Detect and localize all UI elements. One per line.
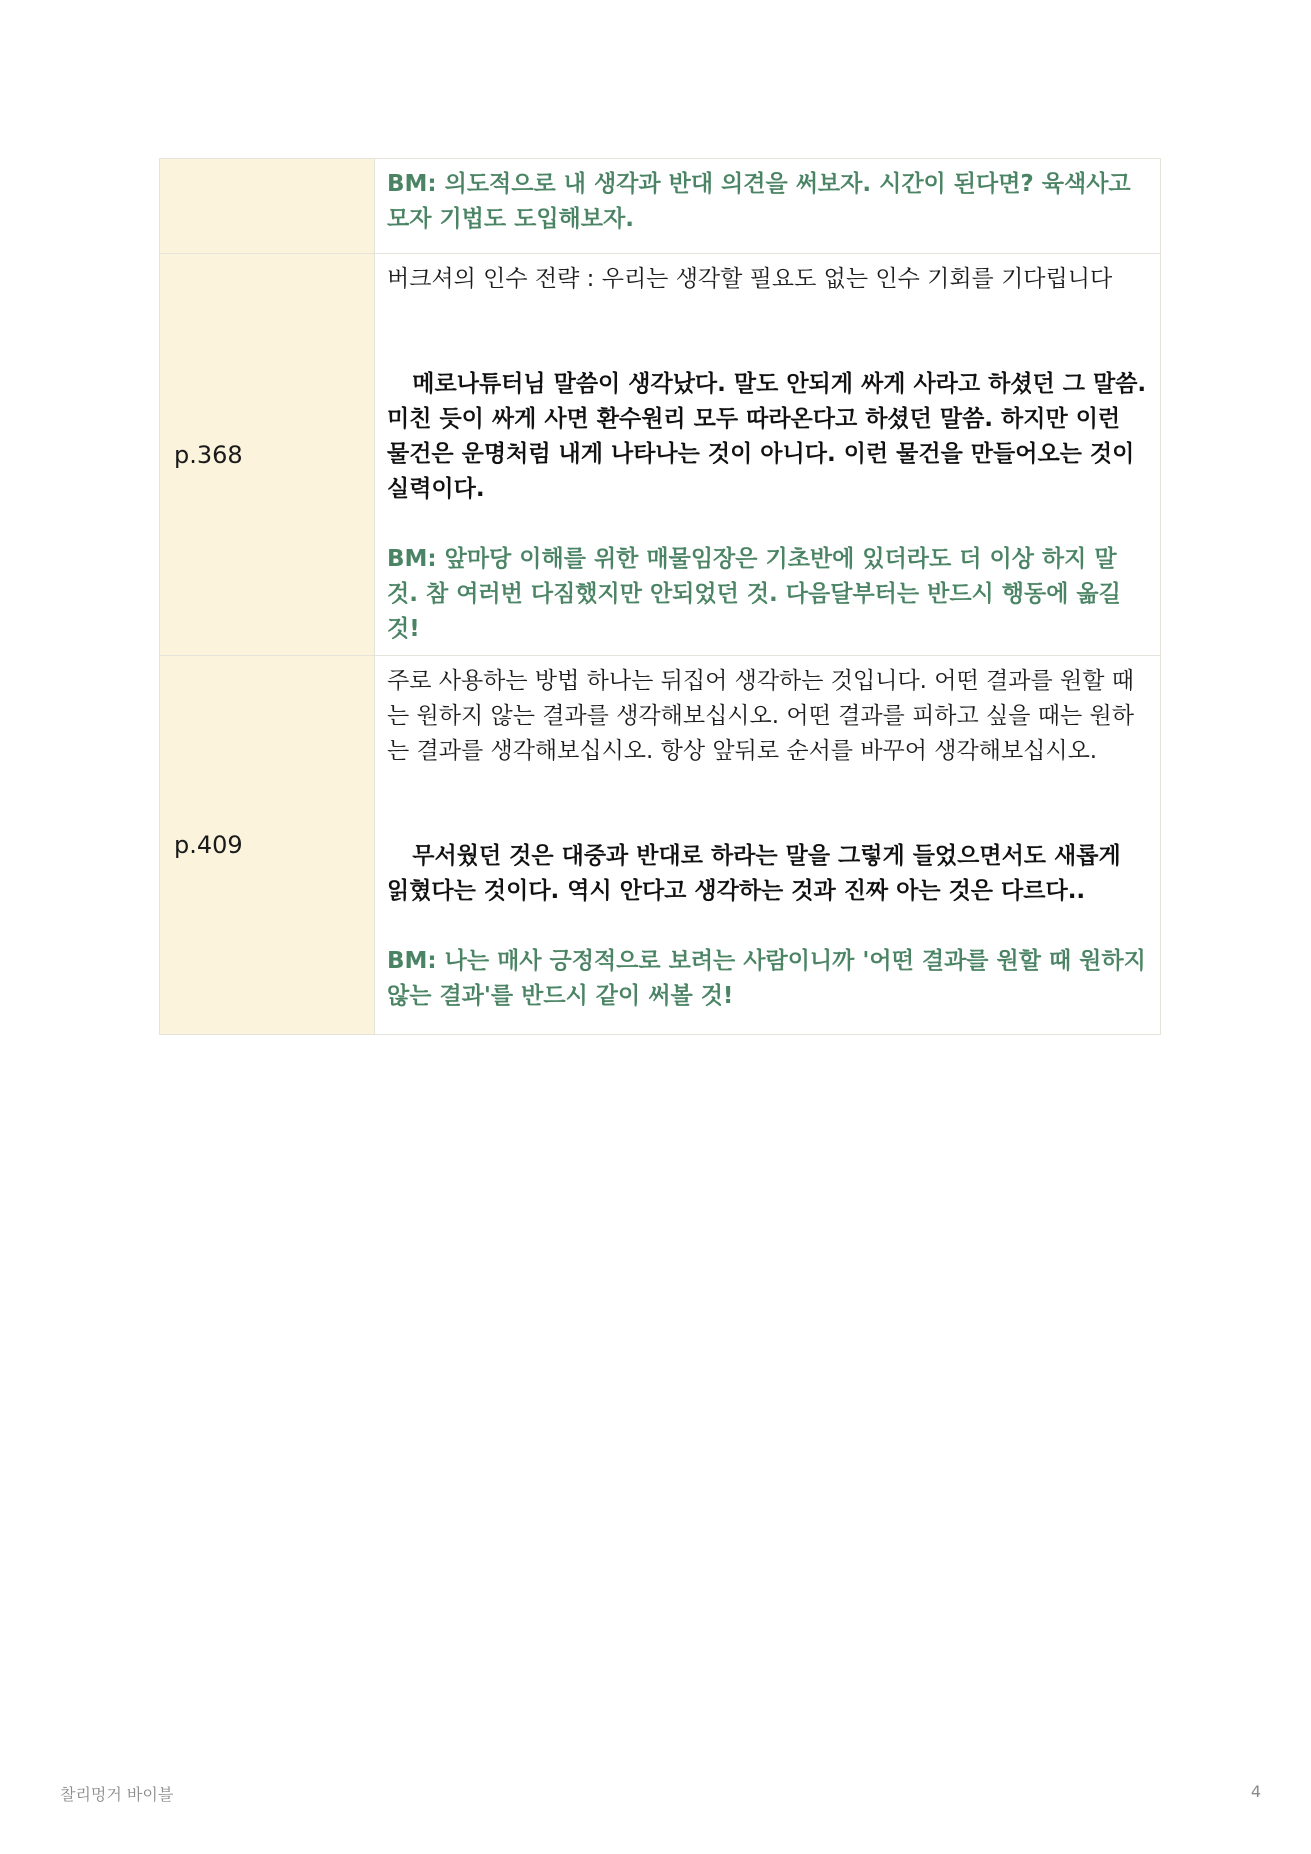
notes-table bbox=[159, 158, 1161, 1035]
spacer bbox=[387, 909, 1150, 944]
book-quote: 버크셔의 인수 전략 : 우리는 생각할 필요도 없는 인수 기회를 기다립니다 bbox=[387, 266, 1113, 292]
bm-note: BM: 앞마당 이해를 위한 매물임장은 기초반에 있더라도 더 이상 하지 말 것. 참 여러번 다짐했지만 안되었던 것. 다음달부터는 반드시 행동에 옮길 것! bbox=[387, 546, 1121, 642]
page-ref-cell: p.368 bbox=[160, 254, 375, 656]
note-cell bbox=[375, 656, 1161, 1035]
table-row bbox=[160, 254, 1161, 656]
spacer bbox=[387, 507, 1150, 542]
bm-note: BM: 의도적으로 내 생각과 반대 의견을 써보자. 시간이 된다면? 육색사고모자 기법도 도입해보자. bbox=[387, 171, 1131, 232]
bm-note: BM: 나는 매사 긍정적으로 보려는 사람이니까 '어떤 결과를 원할 때 원하지 않는 결과'를 반드시 같이 써볼 것! bbox=[387, 948, 1146, 1009]
page-ref-cell bbox=[160, 159, 375, 254]
spacer bbox=[387, 769, 1150, 839]
footer-title: 찰리멍거 바이블 bbox=[60, 1785, 174, 1804]
footer-page-number: 4 bbox=[1250, 1782, 1261, 1801]
reflection-text: 무서웠던 것은 대중과 반대로 하라는 말을 그렇게 들었으면서도 새롭게 읽혔다는 것이다. 역시 안다고 생각하는 것과 진짜 아는 것은 다르다.. bbox=[387, 843, 1121, 904]
spacer bbox=[387, 297, 1150, 367]
note-cell bbox=[375, 159, 1161, 254]
table-row bbox=[160, 159, 1161, 254]
page-ref-cell: p.409 bbox=[160, 656, 375, 1035]
table-row bbox=[160, 656, 1161, 1035]
reflection-text: 메로나튜터님 말씀이 생각났다. 말도 안되게 싸게 사라고 하셨던 그 말씀. 미친 듯이 싸게 사면 환수원리 모두 따라온다고 하셨던 말씀. 하지만 이런 물건은 운명처럼 내게 나타나는 것이 아니다. 이런 물건을 만들어오는 것이 실력이다. bbox=[387, 371, 1147, 502]
note-cell bbox=[375, 254, 1161, 656]
book-quote: 주로 사용하는 방법 하나는 뒤집어 생각하는 것입니다. 어떤 결과를 원할 때는 원하지 않는 결과를 생각해보십시오. 어떤 결과를 피하고 싶을 때는 원하는 결과를 생각해보십시오. 항상 앞뒤로 순서를 바꾸어 생각해보십시오. bbox=[387, 668, 1134, 764]
